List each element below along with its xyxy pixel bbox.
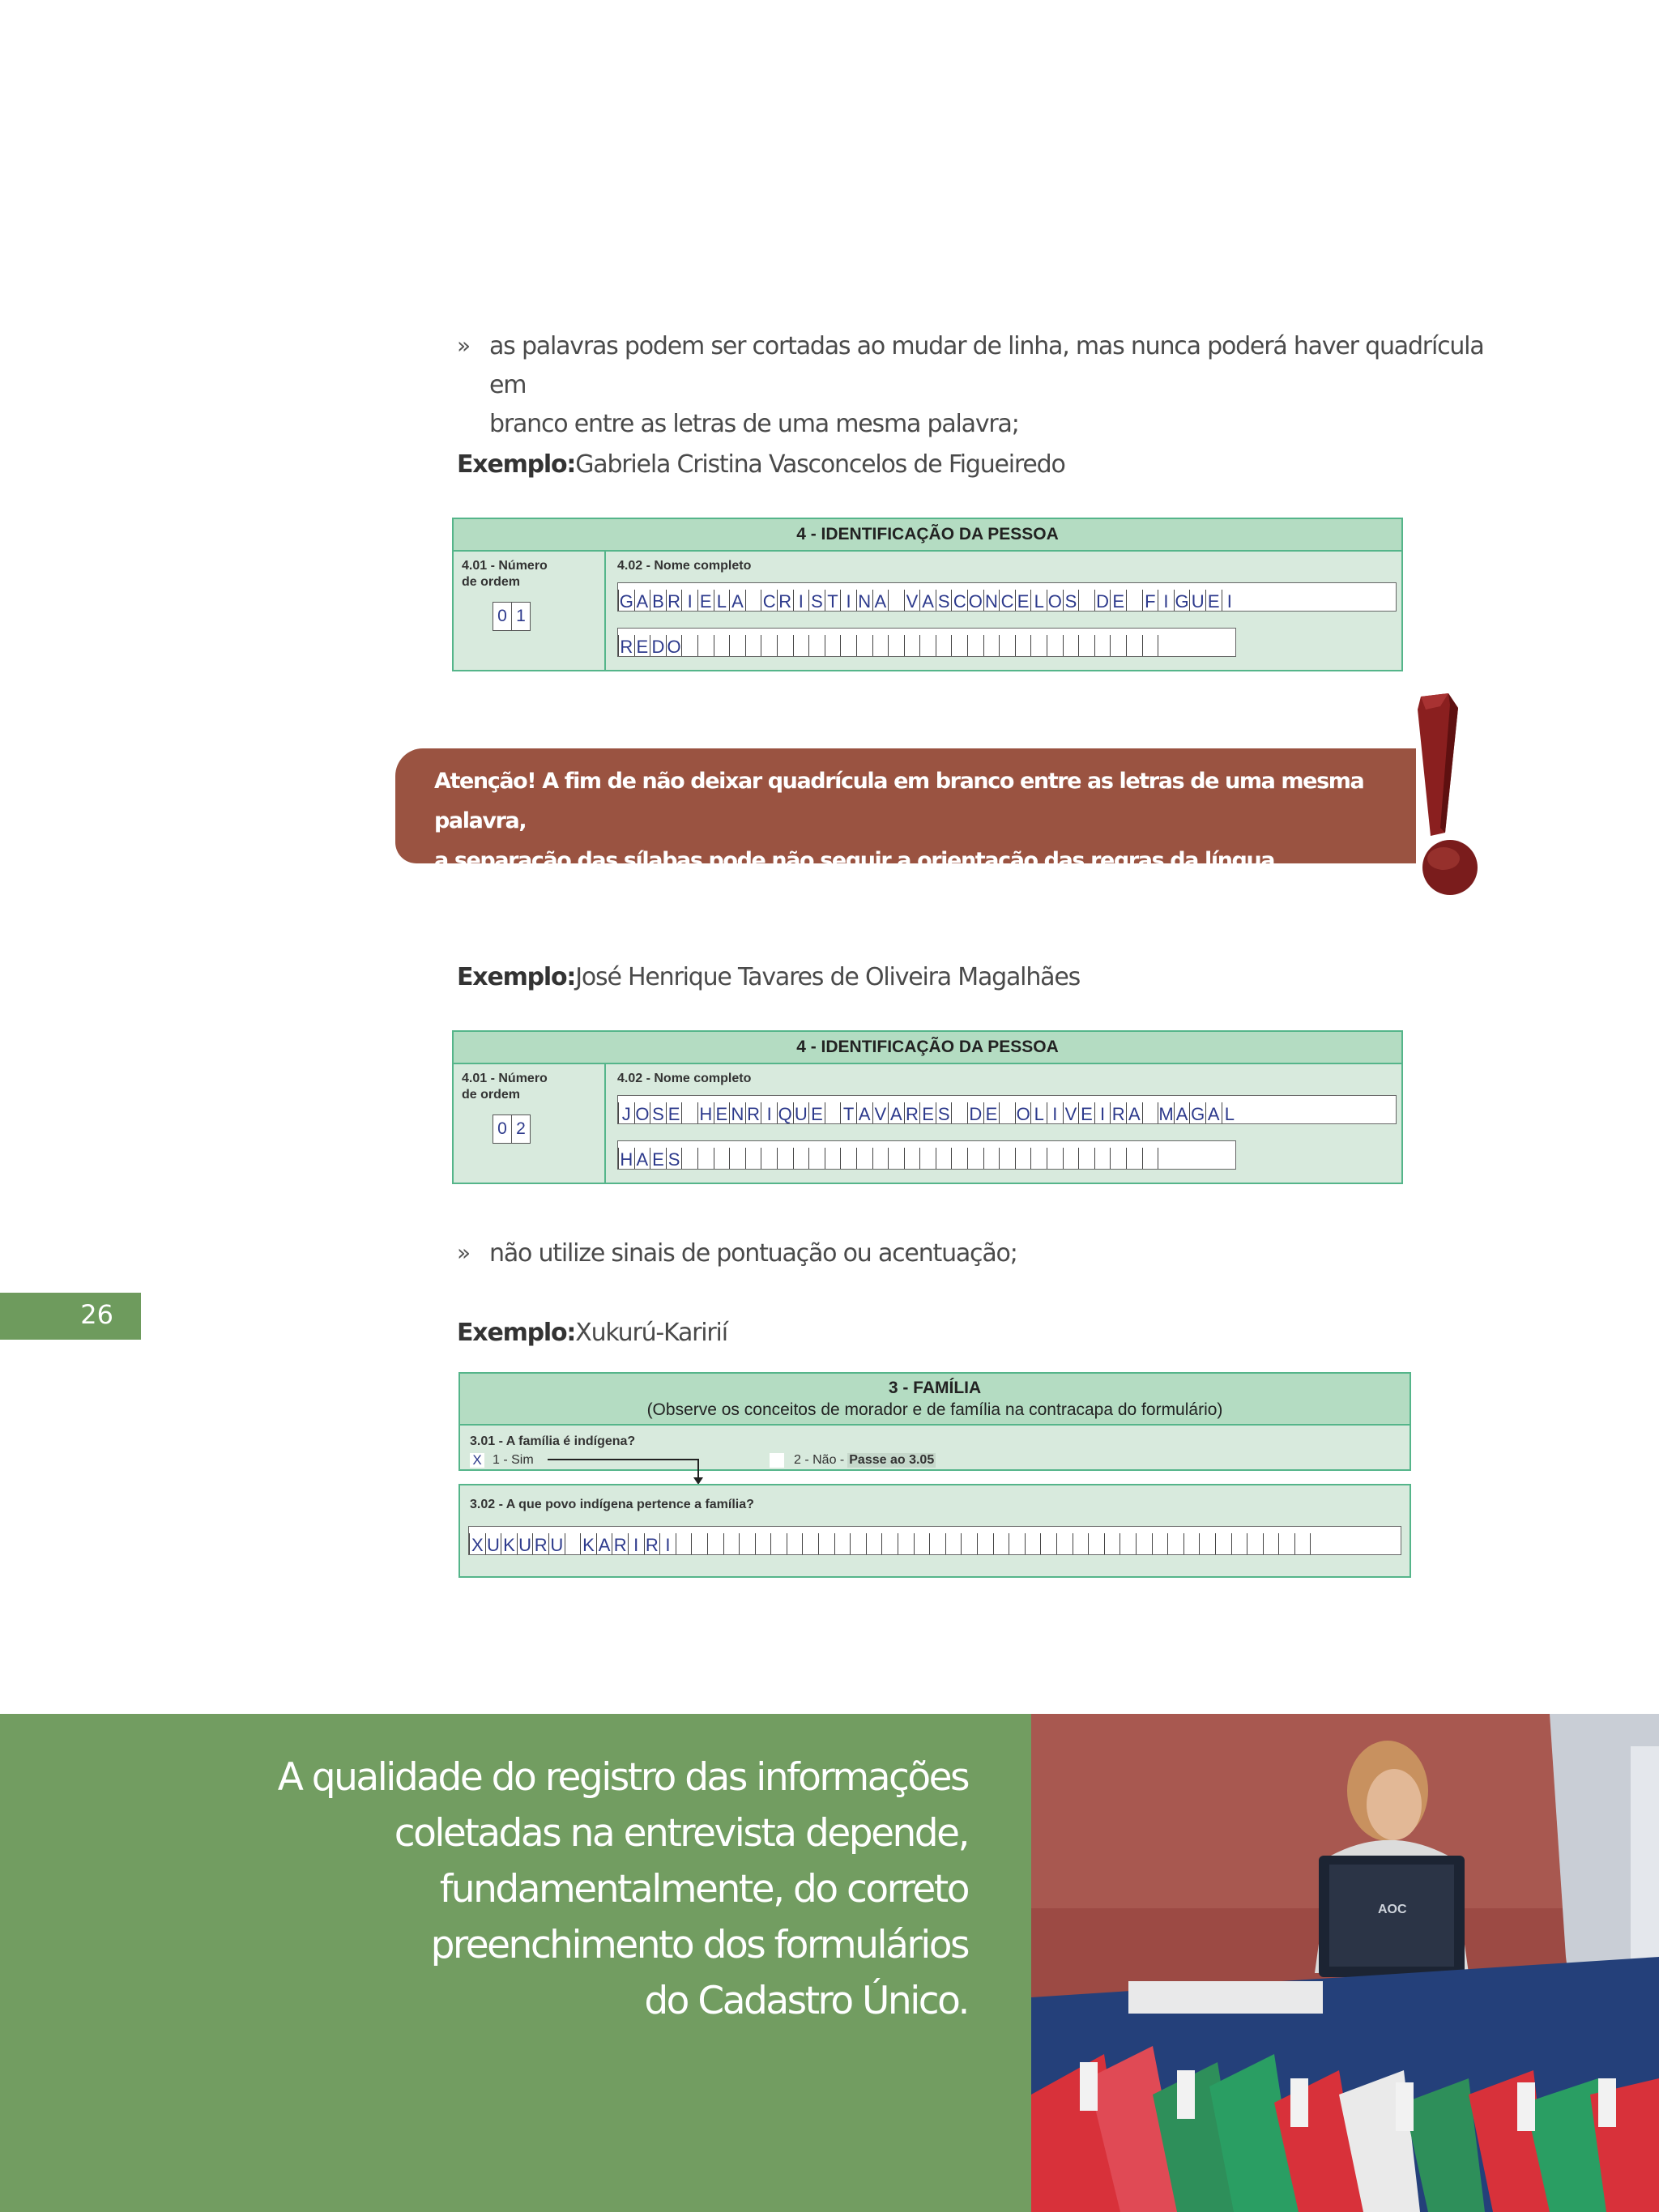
- letter-cell: E: [1205, 590, 1222, 611]
- letter-cell: [914, 1533, 930, 1554]
- letter-cell: [840, 1148, 856, 1169]
- letter-cell: S: [936, 590, 952, 611]
- name-row-2[interactable]: [617, 1140, 1236, 1170]
- order-digit: 2: [516, 1119, 526, 1138]
- bullet-mark: »: [457, 332, 471, 359]
- letter-cell: I: [793, 590, 809, 611]
- letter-cell: A: [634, 1148, 650, 1169]
- letter-cell: [1158, 1148, 1174, 1169]
- letter-cell: E: [650, 1148, 666, 1169]
- letter-cell: O: [667, 637, 681, 657]
- letter-cell: [1056, 1533, 1073, 1554]
- letter-cell: [1078, 1148, 1094, 1169]
- letter-cell: D: [650, 635, 666, 656]
- letter-cell: [951, 635, 967, 656]
- letter-cell: [919, 1148, 936, 1169]
- letter-cell: [1009, 1533, 1025, 1554]
- letter-cell: H: [697, 1102, 714, 1123]
- example-3: [457, 1314, 727, 1353]
- letter-cell: [951, 1102, 967, 1123]
- letter-cell: O: [1047, 591, 1062, 612]
- letter-cell: [1247, 1533, 1263, 1554]
- letter-cell: E: [666, 1102, 682, 1123]
- letter-cell: [1278, 1533, 1294, 1554]
- letter-cell: S: [650, 1102, 666, 1123]
- letter-cell: G: [1175, 591, 1189, 612]
- letter-cell: U: [1189, 590, 1205, 611]
- example-text: José Henrique Tavares de Oliveira Magalhães: [575, 963, 1081, 991]
- letter-cell: T: [840, 1102, 856, 1123]
- letter-cell: E: [1110, 590, 1126, 611]
- letter-cell: [707, 1533, 723, 1554]
- letter-cell: [1110, 1148, 1126, 1169]
- skip-note: Passe ao 3.05: [849, 1453, 935, 1467]
- letter-cell: [1063, 1148, 1079, 1169]
- letter-cell: E: [808, 1102, 825, 1123]
- letter-cell: [723, 1533, 740, 1554]
- letter-cell: [1120, 1533, 1136, 1554]
- order-label: [462, 1071, 548, 1103]
- bullet-1-line-2: branco entre as letras de uma mesma palavra;: [489, 410, 1019, 438]
- letter-cell: K: [580, 1533, 596, 1554]
- letter-cell: S: [936, 1102, 952, 1123]
- letter-cell: G: [1191, 1104, 1205, 1124]
- letter-cell: [565, 1533, 581, 1554]
- letter-cell: U: [485, 1533, 501, 1554]
- letter-cell: U: [548, 1533, 565, 1554]
- letter-cell: [834, 1533, 851, 1554]
- letter-cell: [681, 1148, 697, 1169]
- monitor-brand: AOC: [1378, 1903, 1407, 1916]
- letter-cell: U: [517, 1533, 533, 1554]
- letter-cell: [1078, 590, 1094, 611]
- letter-cell: [818, 1533, 834, 1554]
- letter-cell: J: [618, 1102, 634, 1123]
- letter-cell: [866, 1533, 882, 1554]
- attention-line-1: Atenção! A fim de não deixar quadrícula em branco entre as letras de uma mesma palavra,: [434, 769, 1364, 833]
- form-header: 4 - IDENTIFICAÇÃO DA PESSOA: [454, 1032, 1401, 1064]
- letter-cell: [1047, 1148, 1063, 1169]
- letter-cell: U: [793, 1102, 809, 1123]
- letter-cell: [936, 635, 952, 656]
- bullet-text-2: não utilize sinais de pontuação ou acentuação;: [489, 1239, 1017, 1268]
- letter-cell: E: [1078, 1102, 1094, 1123]
- page-number: 26: [80, 1299, 113, 1330]
- letter-cell: C: [761, 590, 777, 611]
- letter-cell: [1142, 635, 1158, 656]
- letter-cell: [1015, 1148, 1031, 1169]
- letter-cell: [983, 635, 1000, 656]
- letter-cell: R: [904, 1102, 920, 1123]
- letter-cell: S: [1063, 590, 1079, 611]
- letter-cell: L: [1030, 1102, 1047, 1123]
- checkbox-no[interactable]: [770, 1453, 784, 1468]
- letter-cell: [681, 1102, 697, 1123]
- arrow-connector-icon: [548, 1458, 710, 1485]
- name-row-1[interactable]: [617, 582, 1397, 612]
- order-digit: 0: [493, 1115, 512, 1143]
- letter-cell: D: [967, 1102, 983, 1123]
- letter-cell: R: [777, 590, 793, 611]
- letter-cell: [697, 635, 714, 656]
- order-label-line-1: 4.01 - Número: [462, 1072, 548, 1085]
- letter-cell: [1126, 1148, 1142, 1169]
- letter-cell: O: [1016, 1104, 1030, 1124]
- letter-cell: L: [714, 590, 730, 611]
- letter-cell: [1025, 1533, 1041, 1554]
- letter-cell: [802, 1533, 818, 1554]
- order-label: [462, 558, 548, 590]
- letter-cell: V: [872, 1102, 889, 1123]
- letter-cell: [1152, 1533, 1168, 1554]
- letter-cell: [1078, 635, 1094, 656]
- letter-cell: B: [650, 590, 666, 611]
- example-2: [457, 958, 1080, 997]
- letter-cell: [676, 1533, 692, 1554]
- order-column: [454, 1064, 606, 1183]
- letter-cell: R: [532, 1533, 548, 1554]
- letter-cell: [872, 1148, 889, 1169]
- letter-cell: R: [1110, 1102, 1126, 1123]
- letter-cell: [951, 1148, 967, 1169]
- letter-cell: [1104, 1533, 1120, 1554]
- letter-cell: [808, 635, 825, 656]
- letter-cell: R: [644, 1533, 660, 1554]
- letter-cell: A: [729, 590, 745, 611]
- identification-form-2: [452, 1030, 1403, 1184]
- letter-cell: [904, 635, 920, 656]
- letter-cell: O: [635, 1104, 650, 1124]
- quote-line: fundamentalmente, do correto: [439, 1867, 968, 1912]
- letter-cell: [745, 635, 761, 656]
- letter-cell: S: [666, 1148, 682, 1169]
- letter-cell: [1263, 1533, 1279, 1554]
- letter-cell: E: [983, 1102, 1000, 1123]
- letter-cell: C: [999, 590, 1015, 611]
- letter-cell: [1167, 1533, 1183, 1554]
- quote-line: preenchimento dos formulários: [430, 1923, 968, 1967]
- option-yes[interactable]: [470, 1453, 534, 1468]
- letter-cell: [961, 1533, 977, 1554]
- letter-cell: I: [1158, 590, 1174, 611]
- example-label: Exemplo:: [457, 963, 576, 991]
- letter-cell: R: [745, 1102, 761, 1123]
- letter-cell: E: [634, 635, 650, 656]
- letter-cell: A: [872, 590, 889, 611]
- letter-cell: V: [904, 590, 920, 611]
- name-label: 4.02 - Nome completo: [617, 1072, 752, 1085]
- letter-cell: E: [1015, 590, 1031, 611]
- letter-cell: [1063, 635, 1079, 656]
- letter-cell: T: [825, 590, 841, 611]
- letter-cell: N: [856, 590, 872, 611]
- letter-cell: [1294, 1533, 1311, 1554]
- letter-cell: [1126, 590, 1142, 611]
- indigenous-people-row[interactable]: [468, 1526, 1401, 1555]
- quote-line: A qualidade do registro das informações: [277, 1755, 968, 1800]
- letter-cell: [739, 1533, 755, 1554]
- bullet-1-line-1: as palavras podem ser cortadas ao mudar de linha, mas nunca poderá haver quadrícula em: [489, 332, 1484, 399]
- letter-cell: E: [714, 1102, 730, 1123]
- attention-text: [434, 761, 1406, 920]
- letter-cell: [1030, 635, 1047, 656]
- letter-cell: [1199, 1533, 1215, 1554]
- example-label: Exemplo:: [457, 450, 576, 479]
- letter-cell: S: [808, 590, 825, 611]
- letter-cell: N: [983, 590, 1000, 611]
- letter-cell: L: [1222, 1102, 1238, 1123]
- example-text: Gabriela Cristina Vasconcelos de Figueiredo: [575, 450, 1065, 479]
- attention-line-2: a separação das sílabas pode não seguir a orientação das regras da língua portuguesa.: [434, 848, 1275, 913]
- letter-cell: [770, 1533, 787, 1554]
- letter-cell: [1088, 1533, 1104, 1554]
- letter-cell: A: [856, 1102, 872, 1123]
- office-worker-image: [1031, 1714, 1659, 2212]
- letter-cell: [745, 1148, 761, 1169]
- name-label: 4.02 - Nome completo: [617, 559, 752, 573]
- letter-cell: [983, 1148, 1000, 1169]
- letter-cell: I: [761, 1102, 777, 1123]
- letter-cell: [888, 590, 904, 611]
- letter-cell: [691, 1533, 707, 1554]
- letter-cell: [808, 1148, 825, 1169]
- letter-cell: A: [1126, 1102, 1142, 1123]
- letter-cell: [793, 1148, 809, 1169]
- letter-cell: C: [951, 590, 967, 611]
- letter-cell: [761, 635, 777, 656]
- bullet-mark: »: [457, 1239, 471, 1266]
- letter-cell: I: [681, 590, 697, 611]
- letter-cell: D: [1094, 590, 1111, 611]
- family-form-header: [460, 1374, 1410, 1426]
- letter-cell: [1142, 1148, 1158, 1169]
- order-digit: 0: [493, 603, 512, 630]
- letter-cell: I: [840, 590, 856, 611]
- letter-cell: [825, 1102, 841, 1123]
- option-no-label: 2 - Não -: [794, 1453, 845, 1467]
- letter-cell: [993, 1533, 1009, 1554]
- letter-cell: E: [919, 1102, 936, 1123]
- order-column: [454, 552, 606, 670]
- letter-cell: A: [1174, 1102, 1190, 1123]
- letter-cell: [1040, 1533, 1056, 1554]
- letter-cell: [967, 1148, 983, 1169]
- identification-form-1: [452, 518, 1403, 671]
- letter-cell: F: [1142, 590, 1158, 611]
- letter-cell: [1047, 635, 1063, 656]
- letter-cell: [1094, 1148, 1111, 1169]
- letter-cell: E: [697, 590, 714, 611]
- letter-cell: [729, 1148, 745, 1169]
- letter-cell: I: [659, 1533, 676, 1554]
- letter-cell: A: [1205, 1102, 1222, 1123]
- letter-cell: G: [619, 591, 633, 612]
- example-1: [457, 445, 1065, 484]
- letter-cell: [898, 1533, 914, 1554]
- letter-cell: [697, 1148, 714, 1169]
- letter-cell: [977, 1533, 993, 1554]
- letter-cell: [1094, 635, 1111, 656]
- letter-cell: [1110, 635, 1126, 656]
- letter-cell: K: [501, 1533, 517, 1554]
- letter-cell: [714, 1148, 730, 1169]
- letter-cell: [1126, 635, 1142, 656]
- letter-cell: [1215, 1533, 1231, 1554]
- letter-cell: [936, 1148, 952, 1169]
- letter-cell: V: [1063, 1102, 1079, 1123]
- letter-cell: [850, 1533, 866, 1554]
- bullet-text-1: [489, 327, 1486, 444]
- letter-cell: O: [968, 591, 983, 612]
- letter-cell: [777, 1148, 793, 1169]
- checkbox-yes[interactable]: X: [470, 1453, 484, 1468]
- letter-cell: [1231, 1533, 1247, 1554]
- letter-cell: [714, 635, 730, 656]
- letter-cell: A: [634, 590, 650, 611]
- letter-cell: R: [666, 590, 682, 611]
- letter-cell: [1142, 1102, 1158, 1123]
- letter-cell: [881, 1533, 898, 1554]
- letter-cell: [929, 1533, 945, 1554]
- option-no[interactable]: [770, 1453, 936, 1468]
- name-row-1[interactable]: [617, 1095, 1397, 1124]
- letter-cell: [1310, 1533, 1326, 1554]
- letter-cell: [999, 1148, 1015, 1169]
- order-number-field[interactable]: [493, 602, 531, 631]
- letter-cell: I: [1047, 1102, 1063, 1123]
- letter-cell: A: [596, 1533, 612, 1554]
- letter-cell: [1158, 635, 1174, 656]
- quote-line: do Cadastro Único.: [644, 1979, 968, 2023]
- letter-cell: [945, 1533, 962, 1554]
- family-form: [458, 1372, 1411, 1471]
- office-photo: [1031, 1714, 1659, 2212]
- example-text: Xukurú-Karirií: [575, 1319, 727, 1347]
- letter-cell: [755, 1533, 771, 1554]
- letter-cell: R: [618, 635, 634, 656]
- attention-banner: [395, 748, 1416, 913]
- page-number-tab: [0, 1293, 141, 1340]
- letter-cell: I: [628, 1533, 644, 1554]
- order-number-field[interactable]: [493, 1115, 531, 1144]
- letter-cell: L: [1030, 590, 1047, 611]
- letter-cell: H: [618, 1148, 634, 1169]
- letter-cell: [856, 635, 872, 656]
- order-label-line-2: de ordem: [462, 575, 521, 589]
- letter-cell: [1015, 635, 1031, 656]
- letter-cell: M: [1158, 1104, 1174, 1124]
- name-row-2[interactable]: [617, 628, 1236, 657]
- letter-cell: X: [469, 1533, 485, 1554]
- letter-cell: [787, 1533, 803, 1554]
- pull-quote: [0, 1750, 968, 2029]
- letter-cell: [999, 635, 1015, 656]
- letter-cell: [1183, 1533, 1200, 1554]
- quote-line: coletadas na entrevista depende,: [394, 1811, 968, 1856]
- letter-cell: [919, 635, 936, 656]
- form-header: 4 - IDENTIFICAÇÃO DA PESSOA: [454, 519, 1401, 552]
- letter-cell: A: [888, 1102, 904, 1123]
- letter-cell: [1136, 1533, 1152, 1554]
- order-digit: 1: [516, 607, 526, 625]
- letter-cell: [729, 635, 745, 656]
- family-title: 3 - FAMÍLIA: [888, 1379, 982, 1397]
- letter-cell: [840, 635, 856, 656]
- letter-cell: A: [919, 590, 936, 611]
- letter-cell: [888, 635, 904, 656]
- letter-cell: [999, 1102, 1015, 1123]
- letter-cell: [825, 1148, 841, 1169]
- letter-cell: [1073, 1533, 1089, 1554]
- question-3-02: 3.02 - A que povo indígena pertence a família?: [470, 1498, 754, 1511]
- example-label: Exemplo:: [457, 1319, 576, 1347]
- letter-cell: [856, 1148, 872, 1169]
- letter-cell: Q: [778, 1104, 792, 1124]
- letter-cell: [825, 635, 841, 656]
- letter-cell: I: [1094, 1102, 1111, 1123]
- family-subtitle: (Observe os conceitos de morador e de família na contracapa do formulário): [646, 1400, 1223, 1419]
- letter-cell: I: [1222, 590, 1238, 611]
- letter-cell: [761, 1148, 777, 1169]
- question-3-01: 3.01 - A família é indígena?: [470, 1434, 636, 1448]
- letter-cell: [777, 635, 793, 656]
- option-yes-label: 1 - Sim: [493, 1453, 534, 1467]
- letter-cell: [745, 590, 761, 611]
- letter-cell: [793, 635, 809, 656]
- letter-cell: [967, 635, 983, 656]
- order-label-line-2: de ordem: [462, 1088, 521, 1102]
- order-label-line-1: 4.01 - Número: [462, 559, 548, 573]
- family-form-indigenous: [458, 1484, 1411, 1578]
- letter-cell: N: [729, 1102, 745, 1123]
- letter-cell: [888, 1148, 904, 1169]
- letter-cell: [872, 635, 889, 656]
- letter-cell: [681, 635, 697, 656]
- exclamation-icon: [1408, 693, 1482, 897]
- letter-cell: [904, 1148, 920, 1169]
- letter-cell: [1030, 1148, 1047, 1169]
- letter-cell: R: [612, 1533, 628, 1554]
